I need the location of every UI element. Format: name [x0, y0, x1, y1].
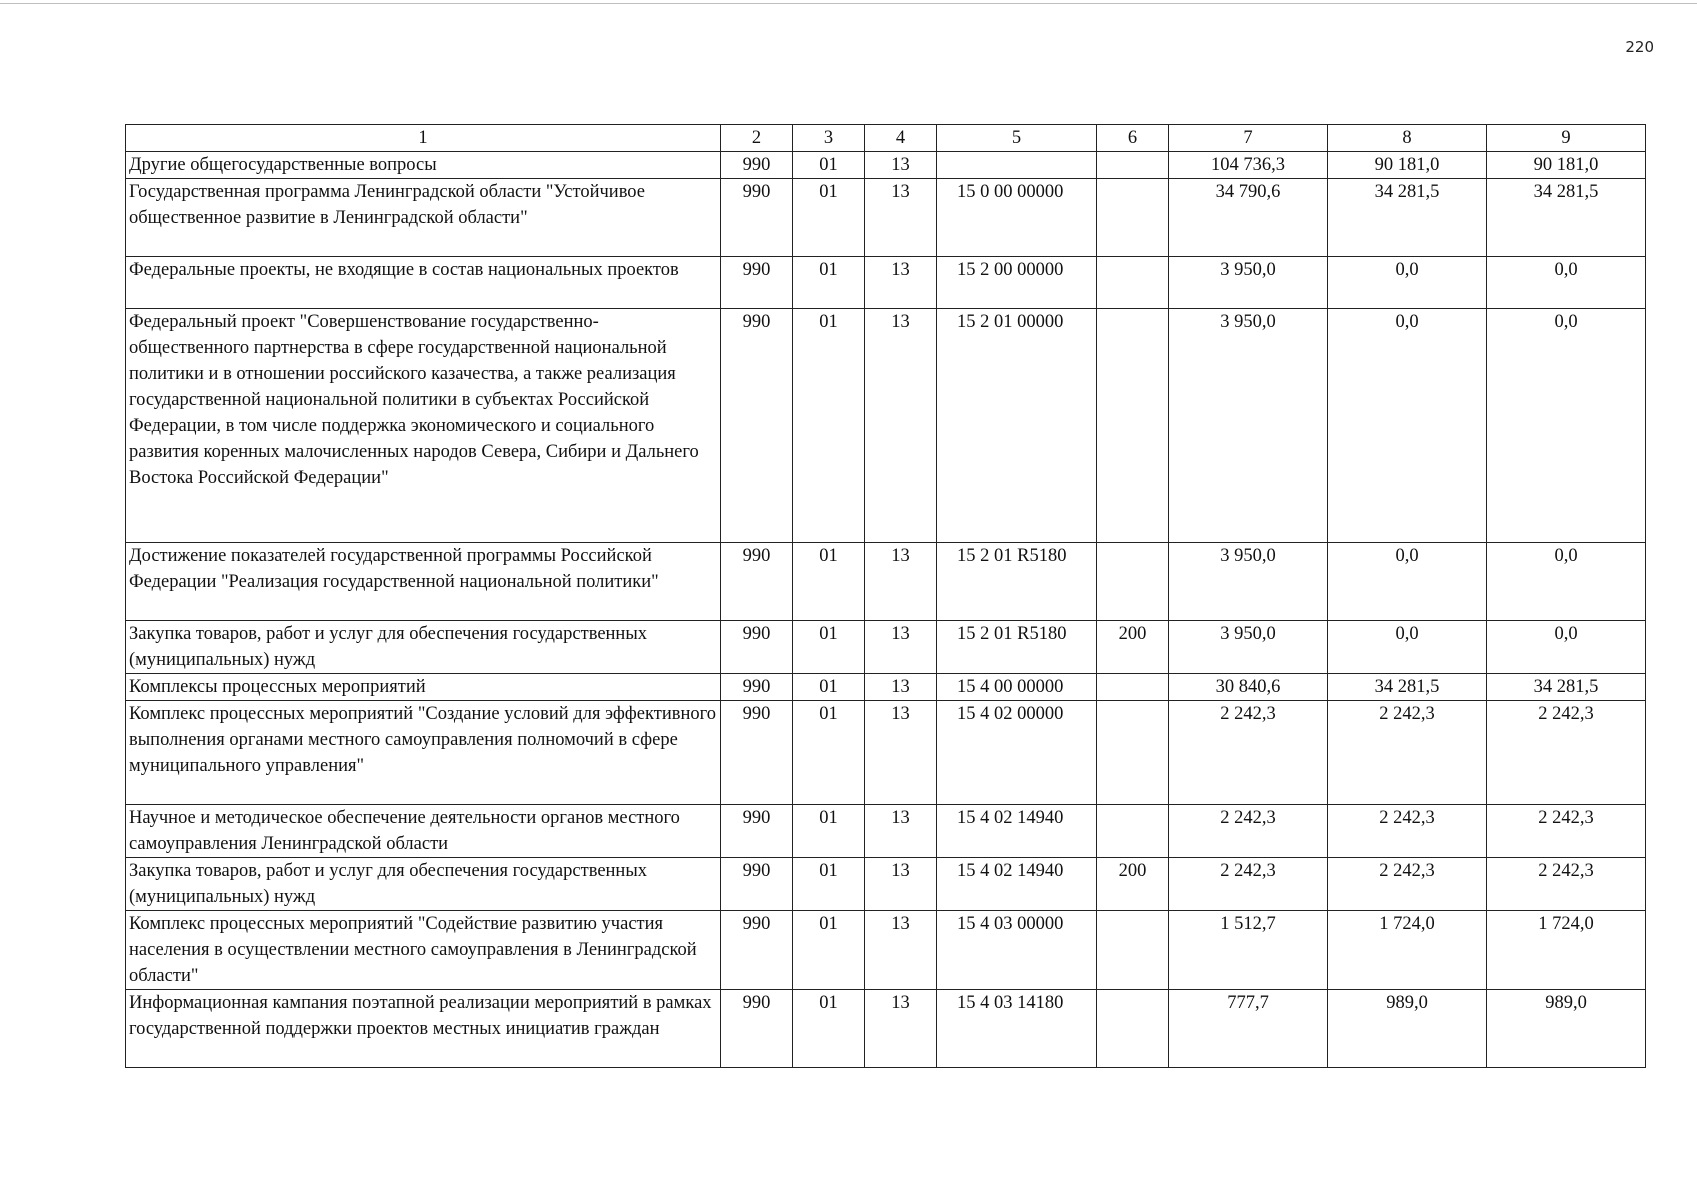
row-expense-type-cell — [1097, 179, 1169, 257]
row-amount-col9-cell: 2 242,3 — [1487, 701, 1646, 805]
row-section-cell: 01 — [793, 911, 865, 990]
row-amount-col7-cell: 3 950,0 — [1169, 309, 1328, 543]
table-row — [126, 701, 1646, 805]
row-subsection-cell: 13 — [865, 911, 937, 990]
row-amount-col7-cell: 2 242,3 — [1169, 701, 1328, 805]
row-subsection-cell: 13 — [865, 179, 937, 257]
table-body — [126, 125, 1646, 1068]
row-target-code-cell: 15 2 01 R5180 — [937, 543, 1097, 621]
header-cell-8: 8 — [1328, 125, 1487, 152]
row-expense-type-cell — [1097, 990, 1169, 1068]
row-amount-col8-cell: 0,0 — [1328, 543, 1487, 621]
row-amount-col8-cell: 90 181,0 — [1328, 152, 1487, 179]
row-section-cell: 01 — [793, 674, 865, 701]
table-row — [126, 543, 1646, 621]
row-expense-type-cell — [1097, 152, 1169, 179]
row-grbs-cell: 990 — [721, 858, 793, 911]
row-name-cell: Закупка товаров, работ и услуг для обеспечения государственных (муниципальных) нужд — [126, 858, 721, 911]
row-name-cell: Государственная программа Ленинградской области "Устойчивое общественное развитие в Ленинградской области" — [126, 179, 721, 257]
row-amount-col9-cell: 90 181,0 — [1487, 152, 1646, 179]
header-cell-7: 7 — [1169, 125, 1328, 152]
row-amount-col9-cell: 0,0 — [1487, 309, 1646, 543]
budget-table — [125, 124, 1646, 1068]
row-target-code-cell: 15 2 01 00000 — [937, 309, 1097, 543]
row-grbs-cell: 990 — [721, 621, 793, 674]
row-grbs-cell: 990 — [721, 911, 793, 990]
table-row — [126, 152, 1646, 179]
row-expense-type-cell: 200 — [1097, 621, 1169, 674]
row-amount-col7-cell: 1 512,7 — [1169, 911, 1328, 990]
row-expense-type-cell — [1097, 257, 1169, 309]
row-grbs-cell: 990 — [721, 701, 793, 805]
row-expense-type-cell — [1097, 805, 1169, 858]
header-row — [126, 125, 1646, 152]
row-section-cell: 01 — [793, 309, 865, 543]
row-expense-type-cell — [1097, 701, 1169, 805]
header-cell-5: 5 — [937, 125, 1097, 152]
row-target-code-cell: 15 4 03 14180 — [937, 990, 1097, 1068]
row-subsection-cell: 13 — [865, 990, 937, 1068]
row-name-cell: Научное и методическое обеспечение деятельности органов местного самоуправления Ленинградской области — [126, 805, 721, 858]
row-amount-col8-cell: 1 724,0 — [1328, 911, 1487, 990]
row-amount-col7-cell: 2 242,3 — [1169, 805, 1328, 858]
row-section-cell: 01 — [793, 990, 865, 1068]
row-name-cell: Закупка товаров, работ и услуг для обеспечения государственных (муниципальных) нужд — [126, 621, 721, 674]
row-expense-type-cell — [1097, 309, 1169, 543]
row-section-cell: 01 — [793, 179, 865, 257]
table-row — [126, 309, 1646, 543]
header-cell-4: 4 — [865, 125, 937, 152]
row-grbs-cell: 990 — [721, 152, 793, 179]
row-amount-col9-cell: 989,0 — [1487, 990, 1646, 1068]
row-subsection-cell: 13 — [865, 309, 937, 543]
row-name-cell: Комплекс процессных мероприятий "Создание условий для эффективного выполнения органами местного самоуправления полномочий в сфере муниципального управления" — [126, 701, 721, 805]
row-subsection-cell: 13 — [865, 257, 937, 309]
row-amount-col7-cell: 2 242,3 — [1169, 858, 1328, 911]
row-section-cell: 01 — [793, 257, 865, 309]
row-name-cell: Комплексы процессных мероприятий — [126, 674, 721, 701]
row-amount-col7-cell: 104 736,3 — [1169, 152, 1328, 179]
row-target-code-cell: 15 4 02 00000 — [937, 701, 1097, 805]
row-expense-type-cell — [1097, 911, 1169, 990]
row-amount-col9-cell: 0,0 — [1487, 621, 1646, 674]
table-row — [126, 179, 1646, 257]
row-subsection-cell: 13 — [865, 152, 937, 179]
row-target-code-cell: 15 2 01 R5180 — [937, 621, 1097, 674]
row-name-cell: Федеральные проекты, не входящие в состав национальных проектов — [126, 257, 721, 309]
row-section-cell: 01 — [793, 621, 865, 674]
row-target-code-cell — [937, 152, 1097, 179]
row-grbs-cell: 990 — [721, 805, 793, 858]
table-row — [126, 911, 1646, 990]
row-target-code-cell: 15 4 03 00000 — [937, 911, 1097, 990]
row-amount-col8-cell: 34 281,5 — [1328, 179, 1487, 257]
row-target-code-cell: 15 4 02 14940 — [937, 858, 1097, 911]
row-amount-col8-cell: 2 242,3 — [1328, 858, 1487, 911]
table-row — [126, 674, 1646, 701]
row-amount-col7-cell: 777,7 — [1169, 990, 1328, 1068]
row-name-cell: Федеральный проект "Совершенствование государственно-общественного партнерства в сфере государственной национальной политики и в отношении российского казачества, а также реализация государственной национальной политики в субъектах Российской Федерации, в том числе поддержка экономического и социального развития коренных малочисленных народов Севера, Сибири и Дальнего Востока Российской Федерации" — [126, 309, 721, 543]
row-amount-col8-cell: 34 281,5 — [1328, 674, 1487, 701]
row-grbs-cell: 990 — [721, 543, 793, 621]
header-cell-9: 9 — [1487, 125, 1646, 152]
row-amount-col9-cell: 0,0 — [1487, 543, 1646, 621]
row-amount-col7-cell: 3 950,0 — [1169, 257, 1328, 309]
row-section-cell: 01 — [793, 152, 865, 179]
row-amount-col7-cell: 3 950,0 — [1169, 621, 1328, 674]
row-target-code-cell: 15 4 02 14940 — [937, 805, 1097, 858]
row-expense-type-cell — [1097, 674, 1169, 701]
row-target-code-cell: 15 4 00 00000 — [937, 674, 1097, 701]
row-section-cell: 01 — [793, 701, 865, 805]
row-grbs-cell: 990 — [721, 990, 793, 1068]
row-subsection-cell: 13 — [865, 858, 937, 911]
row-section-cell: 01 — [793, 805, 865, 858]
row-amount-col8-cell: 989,0 — [1328, 990, 1487, 1068]
table-row — [126, 257, 1646, 309]
scan-top-edge — [0, 3, 1697, 4]
header-cell-6: 6 — [1097, 125, 1169, 152]
row-section-cell: 01 — [793, 543, 865, 621]
row-amount-col8-cell: 0,0 — [1328, 257, 1487, 309]
table-row — [126, 621, 1646, 674]
row-grbs-cell: 990 — [721, 257, 793, 309]
row-name-cell: Информационная кампания поэтапной реализации мероприятий в рамках государственной поддержки проектов местных инициатив граждан — [126, 990, 721, 1068]
row-amount-col7-cell: 3 950,0 — [1169, 543, 1328, 621]
table-row — [126, 805, 1646, 858]
row-subsection-cell: 13 — [865, 674, 937, 701]
row-amount-col7-cell: 34 790,6 — [1169, 179, 1328, 257]
row-amount-col8-cell: 0,0 — [1328, 621, 1487, 674]
row-section-cell: 01 — [793, 858, 865, 911]
row-name-cell: Достижение показателей государственной программы Российской Федерации "Реализация государственной национальной политики" — [126, 543, 721, 621]
table-row — [126, 858, 1646, 911]
row-subsection-cell: 13 — [865, 701, 937, 805]
row-amount-col9-cell: 2 242,3 — [1487, 858, 1646, 911]
row-amount-col8-cell: 2 242,3 — [1328, 805, 1487, 858]
row-amount-col8-cell: 0,0 — [1328, 309, 1487, 543]
row-grbs-cell: 990 — [721, 179, 793, 257]
row-subsection-cell: 13 — [865, 543, 937, 621]
row-target-code-cell: 15 0 00 00000 — [937, 179, 1097, 257]
row-expense-type-cell: 200 — [1097, 858, 1169, 911]
row-name-cell: Другие общегосударственные вопросы — [126, 152, 721, 179]
row-amount-col9-cell: 1 724,0 — [1487, 911, 1646, 990]
page-number: 220 — [1625, 38, 1654, 56]
row-subsection-cell: 13 — [865, 621, 937, 674]
header-cell-3: 3 — [793, 125, 865, 152]
row-grbs-cell: 990 — [721, 309, 793, 543]
row-target-code-cell: 15 2 00 00000 — [937, 257, 1097, 309]
row-amount-col9-cell: 0,0 — [1487, 257, 1646, 309]
table-row — [126, 990, 1646, 1068]
header-cell-2: 2 — [721, 125, 793, 152]
row-grbs-cell: 990 — [721, 674, 793, 701]
row-subsection-cell: 13 — [865, 805, 937, 858]
row-amount-col9-cell: 34 281,5 — [1487, 674, 1646, 701]
row-amount-col9-cell: 2 242,3 — [1487, 805, 1646, 858]
row-amount-col7-cell: 30 840,6 — [1169, 674, 1328, 701]
row-amount-col8-cell: 2 242,3 — [1328, 701, 1487, 805]
row-name-cell: Комплекс процессных мероприятий "Содействие развитию участия населения в осуществлении местного самоуправления в Ленинградской области" — [126, 911, 721, 990]
row-amount-col9-cell: 34 281,5 — [1487, 179, 1646, 257]
header-cell-1: 1 — [126, 125, 721, 152]
row-expense-type-cell — [1097, 543, 1169, 621]
